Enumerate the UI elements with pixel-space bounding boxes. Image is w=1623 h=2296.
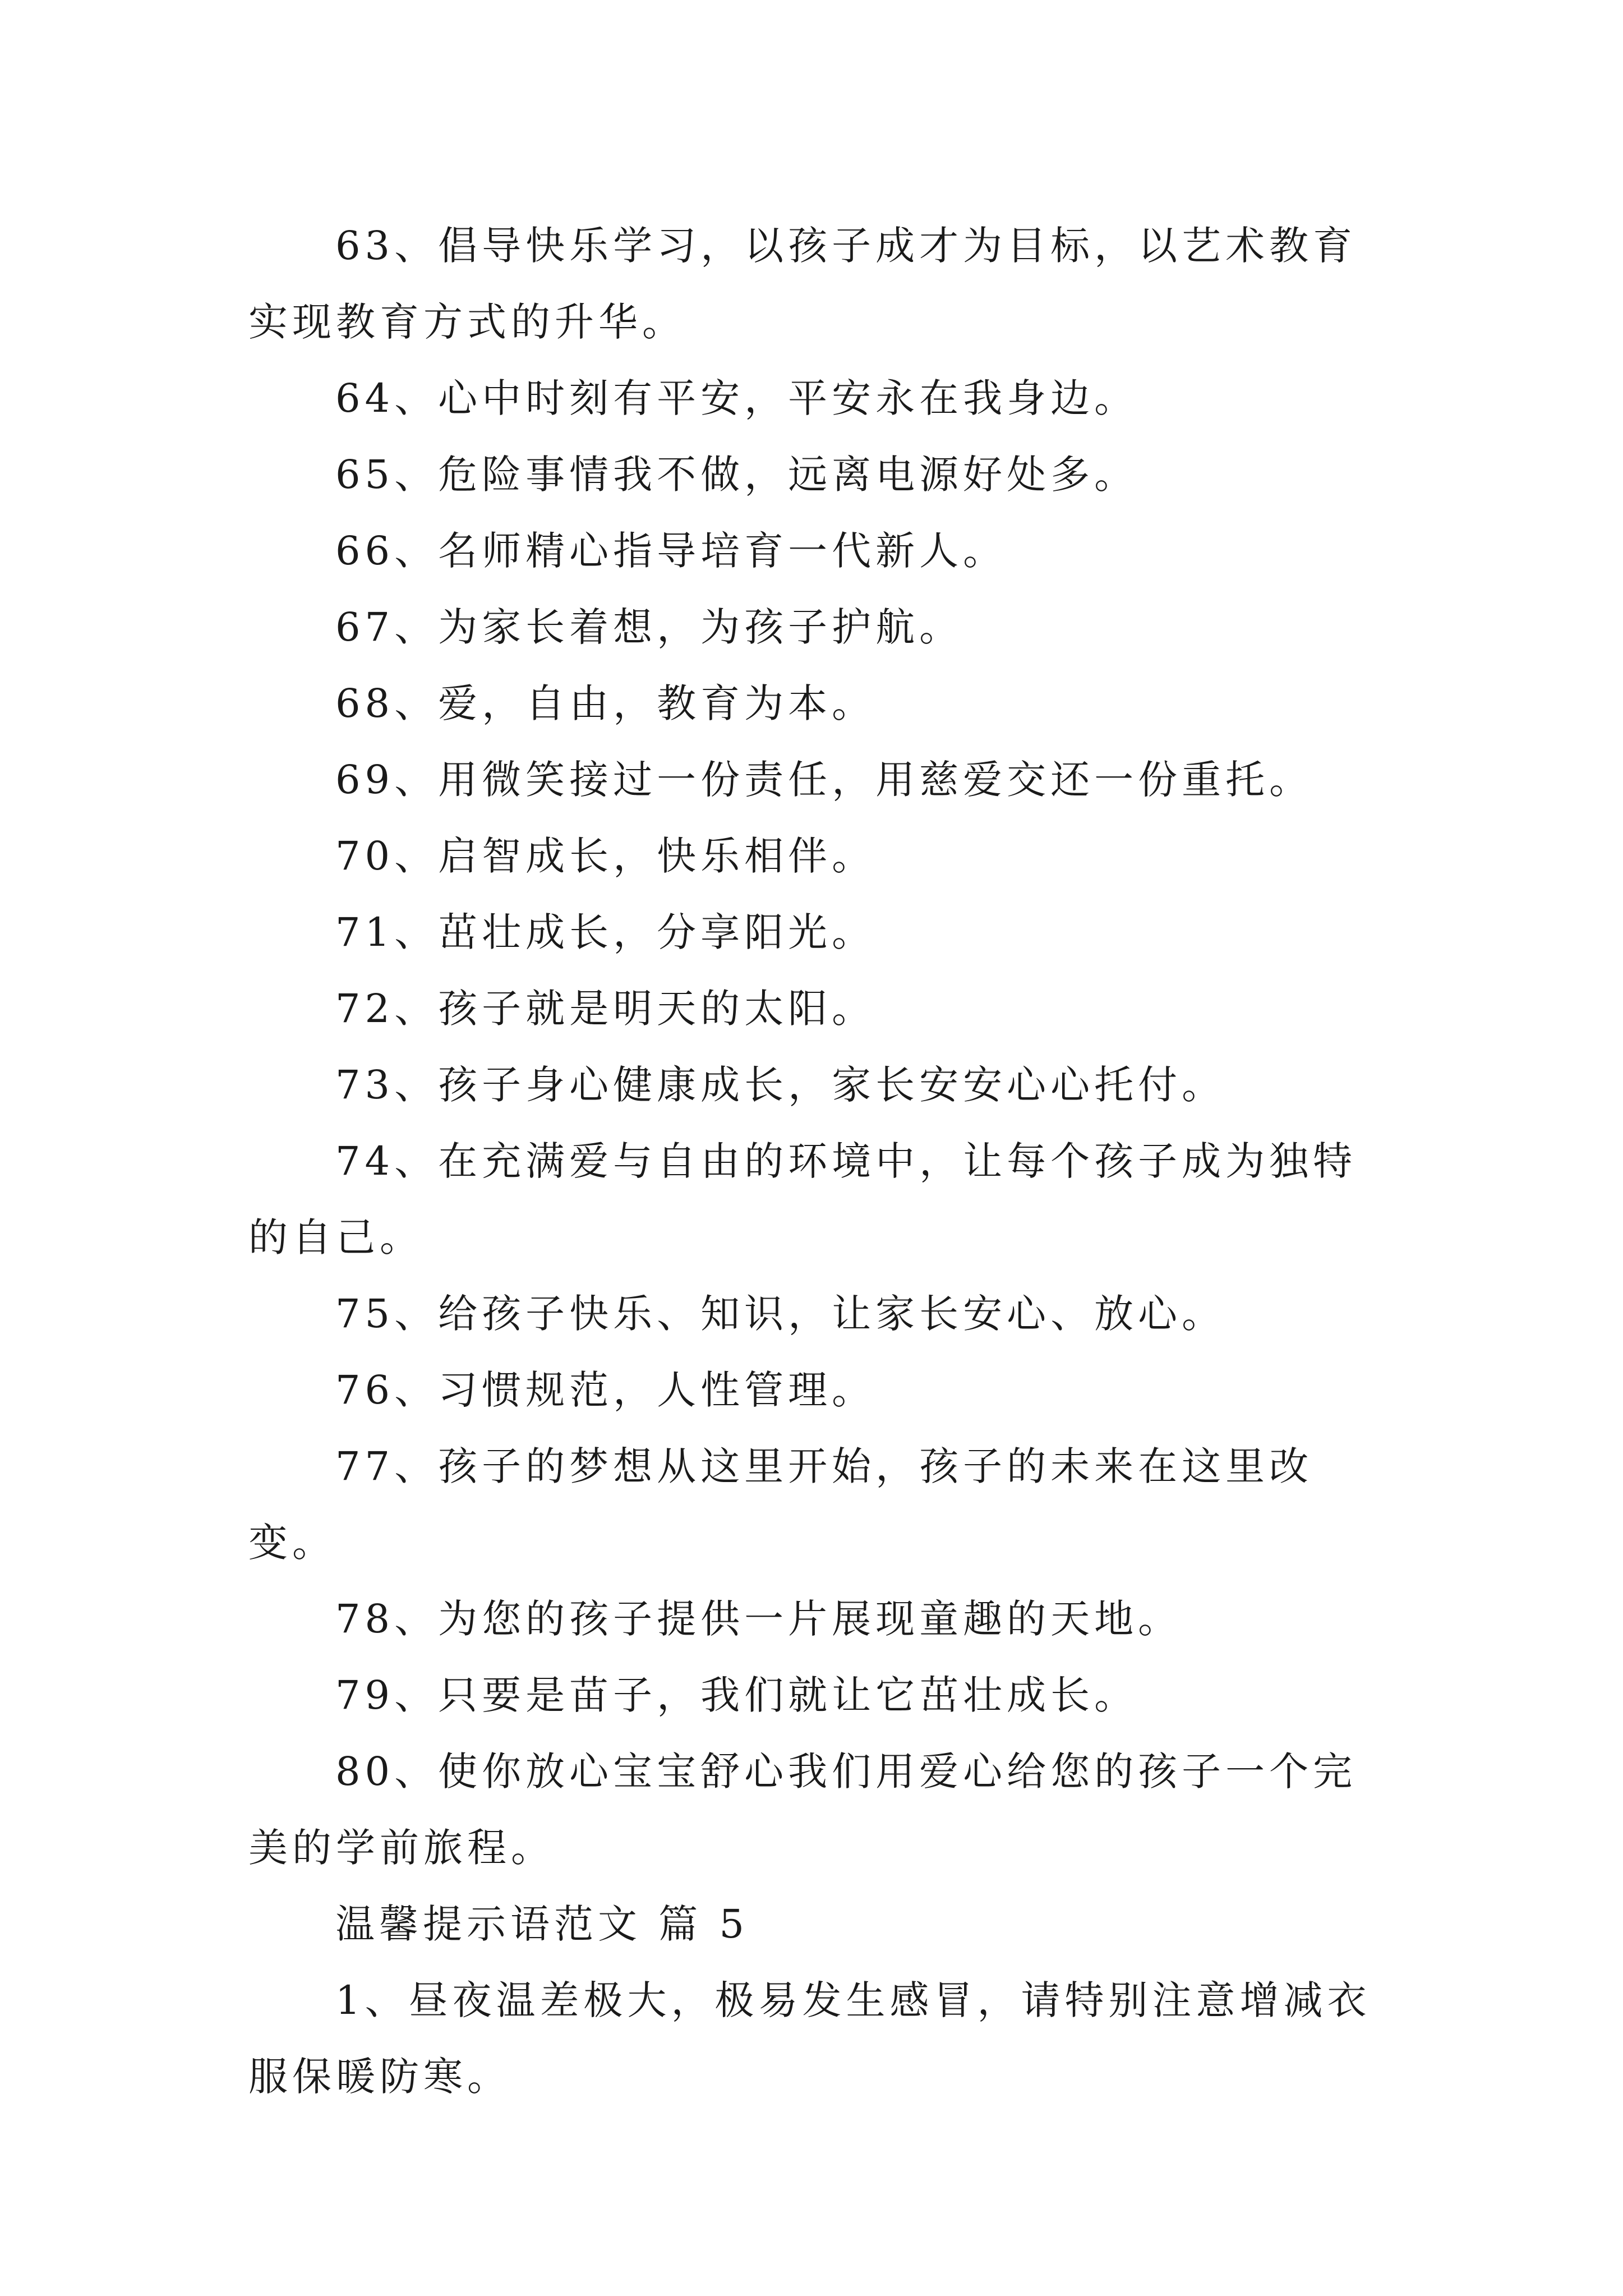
paragraph-73: 73、孩子身心健康成长，家长安安心心托付。	[335, 1062, 1226, 1108]
paragraph-80: 80、使你放心宝宝舒心我们用爱心给您的孩子一个完美的学前旅程。	[248, 1749, 1357, 1871]
paragraph-72: 72、孩子就是明天的太阳。	[335, 986, 876, 1032]
paragraph-79: 79、只要是苗子，我们就让它茁壮成长。	[335, 1672, 1138, 1718]
paragraph-75: 75、给孩子快乐、知识，让家长安心、放心。	[335, 1291, 1226, 1337]
paragraph-65: 65、危险事情我不做，远离电源好处多。	[335, 452, 1138, 498]
paragraph-64: 64、心中时刻有平安，平安永在我身边。	[335, 375, 1138, 421]
paragraph-68: 68、爱，自由，教育为本。	[335, 680, 876, 726]
paragraph-78: 78、为您的孩子提供一片展现童趣的天地。	[335, 1596, 1182, 1642]
paragraph-74: 74、在充满爱与自由的环境中，让每个孩子成为独特的自己。	[248, 1138, 1357, 1260]
paragraph-76: 76、习惯规范，人性管理。	[335, 1367, 876, 1413]
paragraph-69: 69、用微笑接过一份责任，用慈爱交还一份重托。	[335, 757, 1313, 803]
paragraph-66: 66、名师精心指导培育一代新人。	[335, 528, 1007, 574]
paragraph-67: 67、为家长着想，为孩子护航。	[335, 604, 963, 650]
section-heading: 温馨提示语范文 篇 5	[335, 1901, 749, 1947]
paragraph-71: 71、茁壮成长，分享阳光。	[335, 909, 876, 955]
document-body	[248, 208, 1393, 2115]
paragraph-77: 77、孩子的梦想从这里开始，孩子的未来在这里改变。	[248, 1443, 1313, 1566]
paragraph-1: 1、昼夜温差极大，极易发生感冒，请特别注意增减衣服保暖防寒。	[248, 1977, 1371, 2100]
paragraph-70: 70、启智成长，快乐相伴。	[335, 833, 876, 879]
paragraph-63: 63、倡导快乐学习，以孩子成才为目标，以艺术教育实现教育方式的升华。	[248, 223, 1357, 345]
